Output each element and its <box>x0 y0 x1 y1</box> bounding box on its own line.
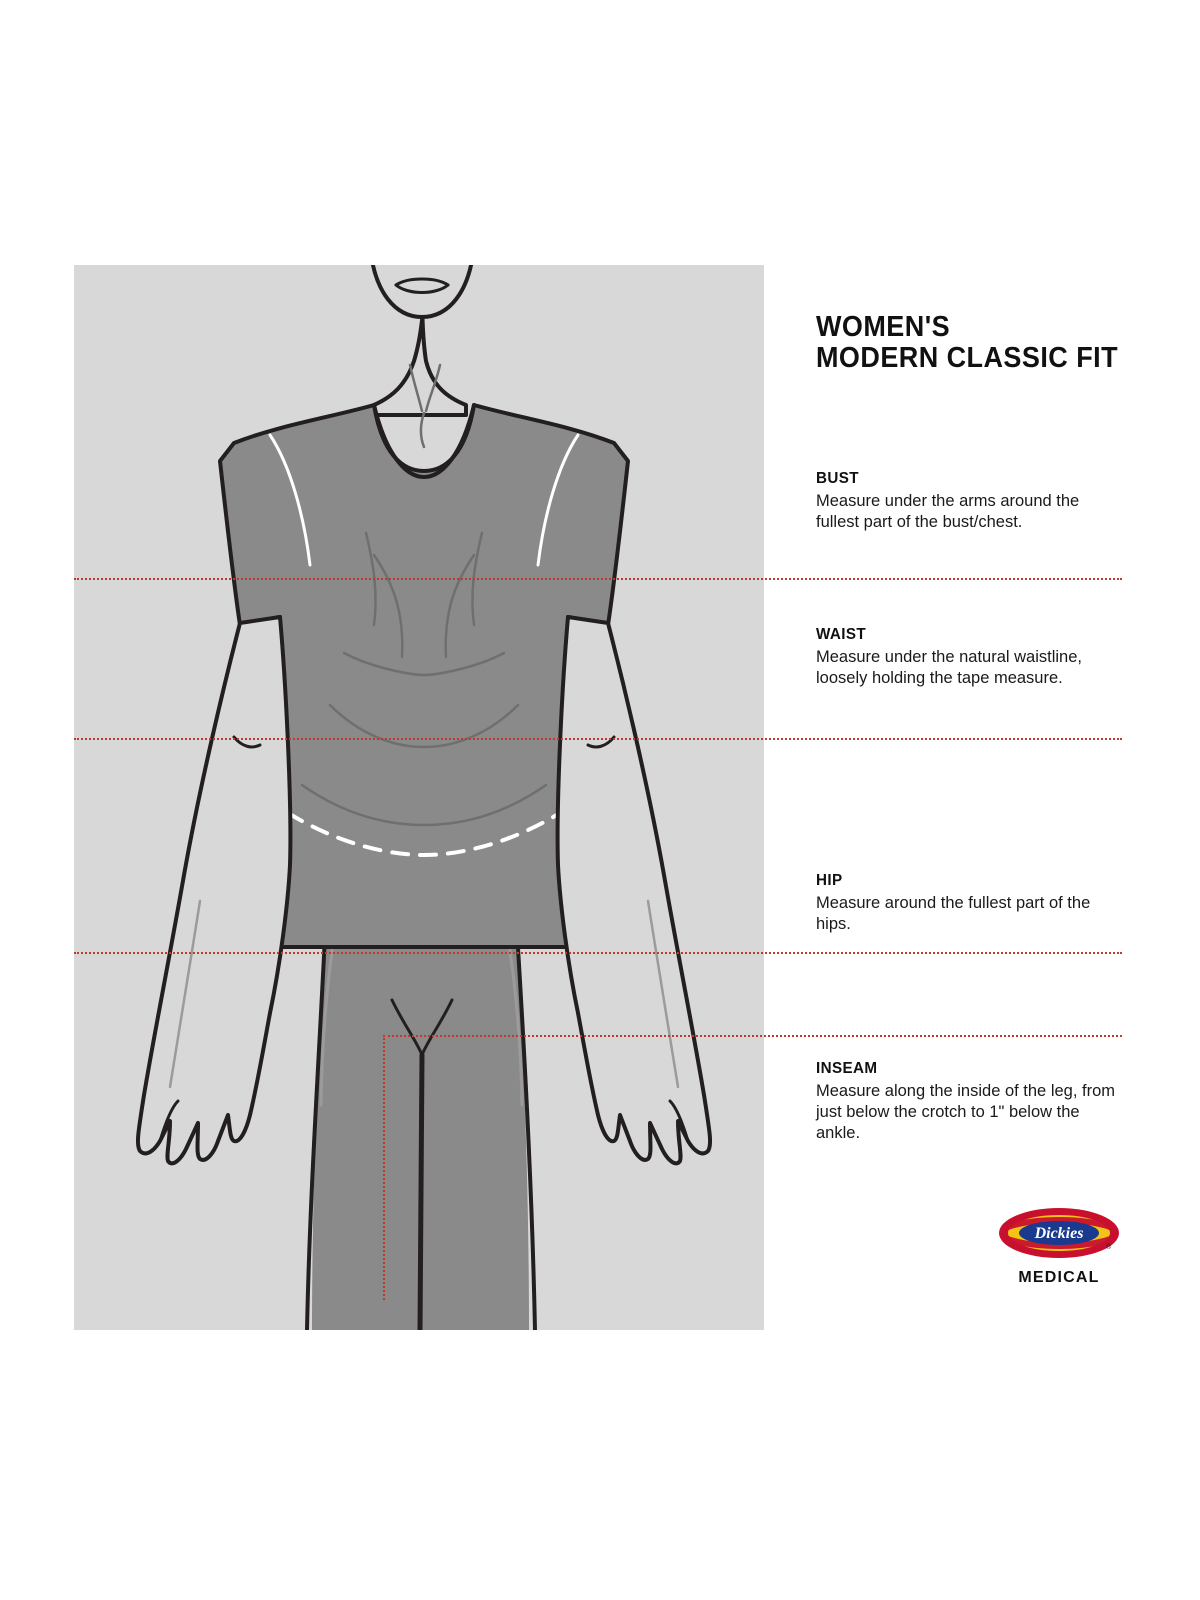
measurement-block-inseam <box>816 1060 1116 1144</box>
measurement-block-bust <box>816 470 1116 533</box>
inseam-vertical-guide-line <box>383 1035 385 1300</box>
measurement-heading-inseam: INSEAM <box>816 1060 878 1077</box>
measurement-block-hip <box>816 872 1116 935</box>
measurement-text-bust: Measure under the arms around the fullest part of the bust/chest. <box>816 492 1080 532</box>
measurement-text-waist: Measure under the natural waistline, loosely holding the tape measure. <box>816 648 1082 688</box>
svg-text:®: ® <box>1106 1244 1112 1251</box>
title-line-women: WOMEN'S <box>816 311 951 343</box>
title-line-fit: MODERN CLASSIC FIT <box>816 341 1119 374</box>
dickies-logo-icon <box>996 1205 1122 1261</box>
brand-logo <box>996 1205 1122 1287</box>
waist-guide-line <box>74 738 1122 740</box>
measurement-text-hip: Measure around the fullest part of the hips. <box>816 894 1091 934</box>
brand-sub-label: MEDICAL <box>1018 1269 1100 1286</box>
measurement-text-inseam: Measure along the inside of the leg, from just below the crotch to 1" below the ankle. <box>816 1082 1116 1143</box>
bust-guide-line <box>74 578 1122 580</box>
woman-figure-illustration <box>74 265 764 1330</box>
illustration-panel <box>74 265 764 1330</box>
measurement-heading-hip: HIP <box>816 872 843 889</box>
hip-guide-line <box>74 952 1122 954</box>
measurement-heading-waist: WAIST <box>816 626 867 643</box>
svg-text:Dickies: Dickies <box>1034 1225 1084 1242</box>
measurement-block-waist <box>816 626 1116 689</box>
inseam-guide-line <box>383 1035 1122 1037</box>
page-title <box>816 312 1146 373</box>
measurement-heading-bust: BUST <box>816 470 859 487</box>
